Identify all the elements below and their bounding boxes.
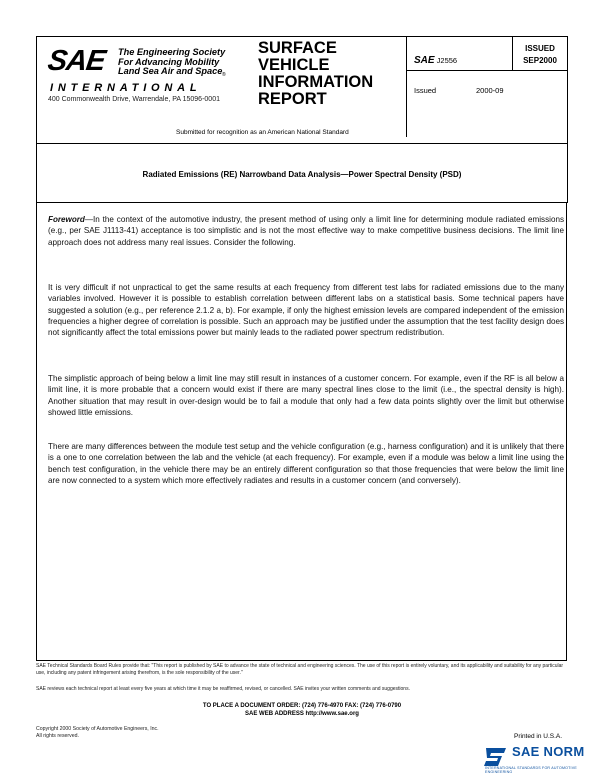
copyright <box>36 726 159 740</box>
foreword-lead: Foreword <box>48 215 85 224</box>
copyright-line: Copyright 2000 Society of Automotive Engineers, Inc. <box>36 726 159 732</box>
report-type-line: REPORT <box>258 90 327 108</box>
tagline-line: For Advancing Mobility <box>118 56 220 67</box>
watermark-text: SAE NORM <box>512 744 585 759</box>
report-type-line: SURFACE <box>258 39 337 57</box>
foreword-text: —In the context of the automotive industry, the present method of using only a limit line for determining module radiated emissions (e.g., per SAE J1113-41) acceptance is too simplistic and is not the most effective way to make competitive business decisions. The limit line approach does not address many real issues. Consider the following. <box>48 215 564 247</box>
body-border-left <box>36 202 37 660</box>
body-border-right <box>566 202 567 660</box>
issued-label: Issued <box>414 86 437 95</box>
international-wordmark: INTERNATIONAL <box>50 82 202 94</box>
society-tagline <box>118 48 258 77</box>
issued-status-line: SEP2000 <box>523 56 557 65</box>
board-rules-note: SAE Technical Standards Board Rules provide that: "This report is published by SAE to advance the state of technical and engineering sciences. The use of this report is entirely voluntary, and its applicability and suitability for any particular use, including any patent infringement arising therefrom, is the sole responsibility of the user." <box>36 663 564 676</box>
body-border-bottom <box>36 660 567 661</box>
watermark-subtext: INTERNATIONAL STANDARDS FOR AUTOMOTIVE ENGINEERING <box>485 766 577 774</box>
document-title: Radiated Emissions (RE) Narrowband Data Analysis—Power Spectral Density (PSD) <box>142 170 462 179</box>
header-divider <box>512 36 513 70</box>
report-type-line: INFORMATION <box>258 73 374 91</box>
address: 400 Commonwealth Drive, Warrendale, PA 15096-0001 <box>48 96 220 103</box>
order-phone-line: TO PLACE A DOCUMENT ORDER: (724) 776-4970 FAX: (724) 776-0790 <box>202 703 402 709</box>
paragraph-3: The simplistic approach of being below a limit line may still result in instances of a customer concern. For example, even if the RF is all below a limit line, it is more probable that a concern would exist if there are many spectral lines close to the limit (i.e., the spectral density is high). Another situation that may result in over-design would be to fail a module that only had a few data points slightly over the limit but otherwise showed little emissions. <box>48 374 564 417</box>
header-divider <box>406 36 407 137</box>
order-info <box>36 702 568 718</box>
web-address-line: SAE WEB ADDRESS http://www.sae.org <box>245 711 359 717</box>
doc-prefix: SAE <box>414 55 435 66</box>
issued-status-line: ISSUED <box>525 44 555 53</box>
issued-status <box>520 43 560 67</box>
report-type-line: VEHICLE <box>258 56 330 74</box>
tagline-line: Land Sea Air and Space <box>118 66 223 77</box>
issued-date: 2000-09 <box>476 86 504 95</box>
registered-mark: ® <box>222 72 226 78</box>
report-type <box>258 40 398 108</box>
paragraph-4: There are many differences between the module test setup and the vehicle configuration (e.g., harness configuration) and it is unlikely that there is a one to one correlation between the lab and the vehicle (at each frequency). For example, even if a module was below a limit line using the bench test configuration, in the vehicle there may be an entirely different configuration so that those frequencies that were below the limit line are now connected to a system which more effectively radiates and results in a customer concern (and conversely). <box>48 442 564 485</box>
review-note: SAE reviews each technical report at least every five years at which time it may be reaffirmed, revised, or cancelled. SAE invites your written comments and suggestions. <box>36 686 410 692</box>
header-divider <box>406 70 567 71</box>
document-number <box>414 55 457 66</box>
doc-number: J2556 <box>436 56 458 65</box>
paragraph-2: It is very difficult if not unpractical to get the same results at each frequency from different test labs for radiated emissions due to the many variables involved. However it is possible to establish correlation between different labs on a statistical basis. Some technical papers have suggested a solution (e.g., per reference 2.1.2 a, b). For example, if only the highest emission levels are compared independent of the emission frequencies a higher degree of correlation is possible. Such an approach may be justified under the assumption that the test facility design does not significantly affect the total emissions power but mainly leads to the radiated power spectrum redistribution. <box>48 283 564 338</box>
submitted-note: Submitted for recognition as an American National Standard <box>176 129 349 136</box>
foreword-paragraph <box>48 214 564 248</box>
sae-logo: SAE <box>45 45 107 77</box>
tagline-line: The Engineering Society <box>118 47 226 57</box>
printed-in: Printed in U.S.A. <box>514 733 563 740</box>
copyright-line: All rights reserved. <box>36 733 79 739</box>
